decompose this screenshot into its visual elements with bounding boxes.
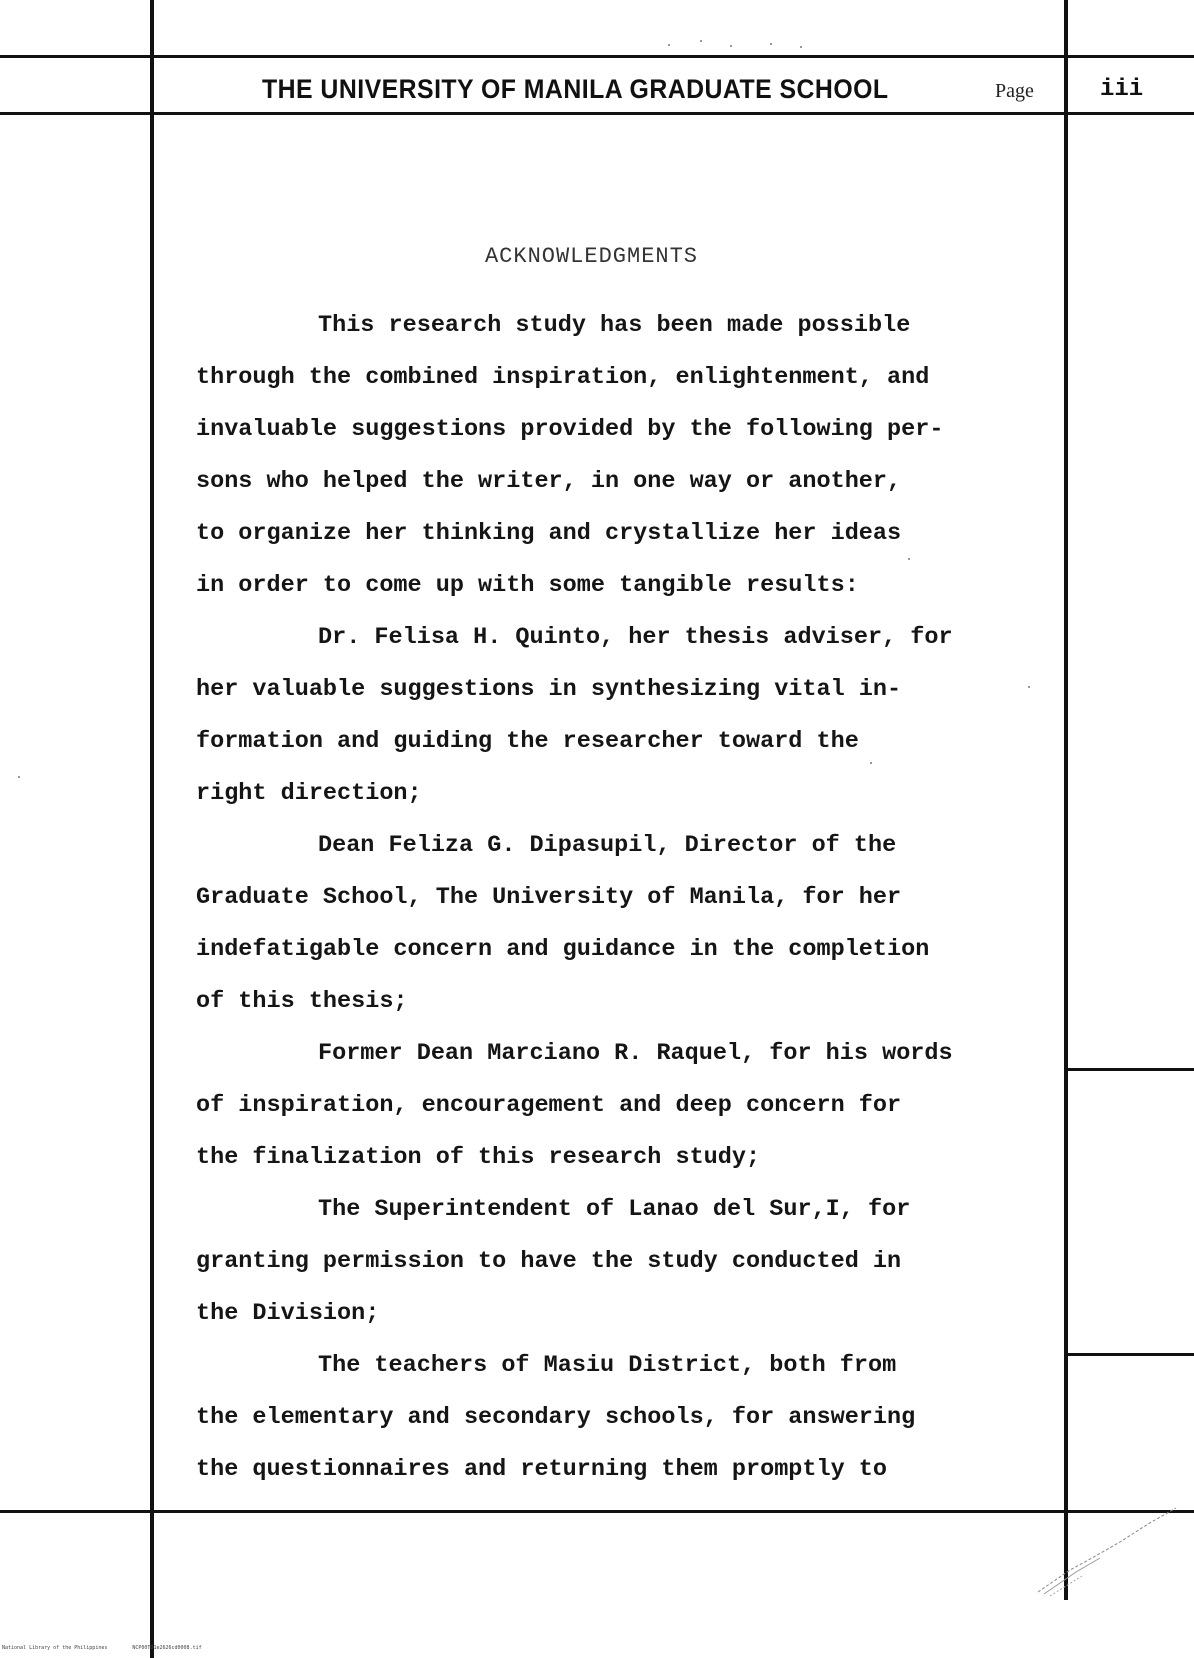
top-rule	[0, 55, 1194, 58]
body-line: granting permission to have the study conducted in	[196, 1248, 902, 1275]
body-line: sons who helped the writer, in one way or another,	[196, 468, 902, 495]
body-line: invaluable suggestions provided by the following per-	[196, 416, 944, 443]
scan-speck	[800, 46, 802, 48]
header-title: THE UNIVERSITY OF MANILA GRADUATE SCHOOL	[262, 74, 889, 104]
body-line: the Division;	[196, 1300, 380, 1327]
body-line: the questionnaires and returning them promptly to	[196, 1456, 888, 1483]
margin-scribble	[1030, 1500, 1180, 1600]
library-note: National Library of the Philippines	[2, 1645, 108, 1651]
scan-speck	[730, 45, 732, 47]
body-line: The Superintendent of Lanao del Sur,I, for	[318, 1196, 911, 1223]
scan-speck	[1028, 686, 1030, 688]
body-line: the finalization of this research study;	[196, 1144, 761, 1171]
footer-notes	[2, 1645, 224, 1651]
body-line: in order to come up with some tangible results:	[196, 572, 859, 599]
bottom-rule	[0, 1510, 1194, 1513]
body-line: through the combined inspiration, enlightenment, and	[196, 364, 930, 391]
right-margin-rule-lower	[1066, 1353, 1194, 1356]
page-number: iii	[1100, 76, 1144, 103]
body-line: the elementary and secondary schools, for answering	[196, 1404, 916, 1431]
body-line: formation and guiding the researcher toward the	[196, 728, 859, 755]
body-line: Dr. Felisa H. Quinto, her thesis adviser, for	[318, 624, 953, 651]
body-line: Dean Feliza G. Dipasupil, Director of the	[318, 832, 897, 859]
scan-speck	[908, 558, 910, 560]
body-line: of this thesis;	[196, 988, 408, 1015]
body-line: Graduate School, The University of Manila, for her	[196, 884, 902, 911]
scan-speck	[668, 44, 670, 46]
scan-speck	[700, 40, 702, 42]
body-line: her valuable suggestions in synthesizing vital in-	[196, 676, 902, 703]
body-line: right direction;	[196, 780, 422, 807]
body-line: The teachers of Masiu District, both from	[318, 1352, 897, 1379]
body-line: Former Dean Marciano R. Raquel, for his words	[318, 1040, 953, 1067]
body-line: indefatigable concern and guidance in the completion	[196, 936, 930, 963]
section-heading: ACKNOWLEDGMENTS	[484, 244, 699, 269]
scan-speck	[870, 762, 872, 764]
scan-speck	[18, 776, 20, 778]
file-code: NCP00TD1e2626cd0008.tif	[132, 1645, 202, 1651]
right-margin-rule-upper	[1066, 1068, 1194, 1071]
page-label: Page	[995, 80, 1034, 102]
body-line: to organize her thinking and crystallize her ideas	[196, 520, 902, 547]
body-text	[196, 300, 1076, 1496]
body-line: of inspiration, encouragement and deep concern for	[196, 1092, 902, 1119]
body-line: This research study has been made possible	[318, 312, 911, 339]
header-rule	[0, 112, 1194, 115]
scan-speck	[770, 43, 772, 45]
